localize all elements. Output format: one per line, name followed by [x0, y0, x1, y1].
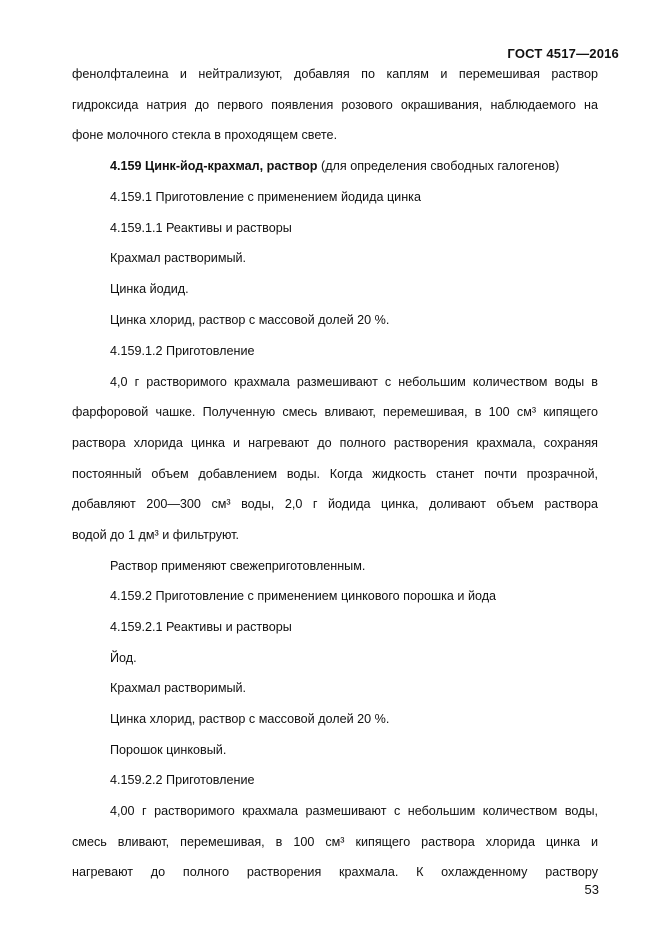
text-line: 4.159.2.1 Реактивы и растворы [110, 620, 292, 634]
text-line: Крахмал растворимый. [110, 681, 247, 695]
text-line: 4.159.2 Приготовление с применением цинкового порошка и йода [110, 589, 497, 603]
text-line: 4,00 г растворимого крахмала размешивают с небольшим количеством воды, [110, 804, 598, 818]
text-line: 4.159.1.1 Реактивы и растворы [110, 221, 292, 235]
section-subtitle: (для определения свободных галогенов) [317, 159, 560, 173]
text-line: 4.159.2.2 Приготовление [110, 773, 255, 787]
text-line: раствора хлорида цинка и нагревают до полного растворения крахмала, сохраняя [72, 436, 598, 450]
text-line: Цинка йодид. [110, 282, 189, 296]
text-line: добавляют 200—300 см³ воды, 2,0 г йодида цинка, доливают объем раствора [72, 497, 598, 511]
page-number: 53 [584, 882, 599, 897]
text-line: фарфоровой чашке. Полученную смесь вливают, перемешивая, в 100 см³ кипящего [72, 405, 598, 419]
text-line: нагревают до полного растворения крахмала. К охлажденному раствору [72, 865, 598, 879]
text-line: Порошок цинковый. [110, 743, 227, 757]
text-line: Йод. [110, 651, 137, 665]
text-line: 4.159.1.2 Приготовление [110, 344, 255, 358]
text-line: водой до 1 дм³ и фильтруют. [72, 528, 240, 542]
text-line: фенолфталеина и нейтрализуют, добавляя по каплям и перемешивая раствор [72, 67, 598, 81]
text-line: Раствор применяют свежеприготовленным. [110, 559, 366, 573]
text-line: постоянный объем добавлением воды. Когда жидкость станет почти прозрачной, [72, 467, 598, 481]
text-line: 4,0 г растворимого крахмала размешивают с небольшим количеством воды в [110, 375, 598, 389]
document-header: ГОСТ 4517—2016 [507, 46, 619, 61]
text-line: фоне молочного стекла в проходящем свете. [72, 128, 338, 142]
text-line: смесь вливают, перемешивая, в 100 см³ кипящего раствора хлорида цинка и [72, 835, 598, 849]
text-line: гидроксида натрия до первого появления розового окрашивания, наблюдаемого на [72, 98, 598, 112]
section-heading [110, 158, 559, 174]
text-line: 4.159.1 Приготовление с применением йодида цинка [110, 190, 421, 204]
text-line: Крахмал растворимый. [110, 251, 247, 265]
text-line: Цинка хлорид, раствор с массовой долей 20 %. [110, 712, 390, 726]
text-line: Цинка хлорид, раствор с массовой долей 20 %. [110, 313, 390, 327]
section-title: 4.159 Цинк-йод-крахмал, раствор [110, 159, 318, 173]
